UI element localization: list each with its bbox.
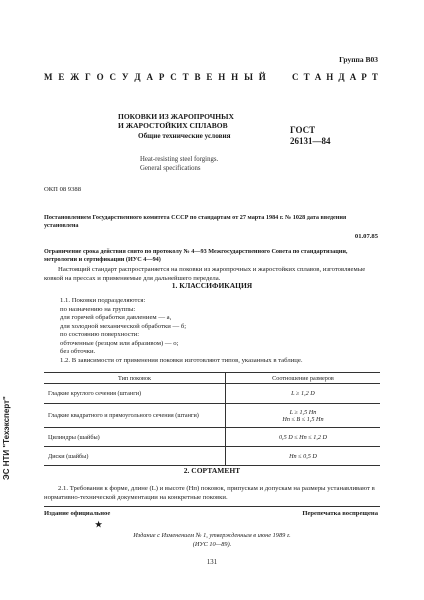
table-row — [44, 428, 380, 447]
section-1-heading: 1. КЛАССИФИКАЦИЯ — [171, 281, 253, 290]
gost-label: ГОСТ — [290, 125, 316, 135]
english-title-line-2: General specifications — [140, 165, 201, 173]
banner-letter: Е — [206, 72, 213, 82]
list-item: 1.1. Поковки подразделяются: — [60, 297, 146, 304]
document-subtitle: Общие технические условия — [138, 132, 231, 140]
table-cell: Hп ≤ 0,5 D — [225, 447, 380, 466]
classification-list — [60, 297, 303, 365]
list-item: для горячей обработки давлением — а, — [60, 314, 172, 321]
banner-letter: У — [121, 72, 129, 82]
section-2-heading: 2. СОРТАМЕНТ — [183, 466, 241, 475]
table-cell: 0,5 D ≤ Hп ≤ 1,2 D — [225, 428, 380, 447]
list-item: по состоянию поверхности: — [60, 331, 140, 338]
table-cell: Диски (шайбы) — [44, 447, 225, 466]
banner-letter: С — [170, 72, 177, 82]
list-item: 1.2. В зависимости от применения поковки изготовляют типов, указанных в таблице. — [60, 356, 303, 364]
banner-letter: Т — [182, 72, 189, 82]
side-stamp: ЭС НТИ "Техэксперт" — [2, 396, 11, 480]
banner-letter: Г — [85, 72, 91, 82]
star-icon: ★ — [95, 520, 103, 529]
title-line-1: ПОКОВКИ ИЗ ЖАРОПРОЧНЫХ — [118, 112, 234, 121]
scope-paragraph: Настоящий стандарт распространяется на поковки из жаропрочных и жаростойких сплавов, изготовляемые ковкой на прессах и применяемые для дальнейшего передела. — [44, 266, 366, 283]
banner-letter: А — [146, 72, 153, 82]
ratio-line: Hп ≤ B ≤ 1,5 Hп — [282, 415, 324, 423]
banner-letter: Д — [338, 72, 345, 82]
okp-code: ОКП 08 9388 — [44, 186, 81, 193]
reprint-prohibited-label: Перепечатка воспрещена — [302, 510, 378, 517]
banner-letter: Н — [231, 72, 239, 82]
banner-letter: О — [96, 72, 104, 82]
banner-letter: Р — [361, 72, 367, 82]
banner-letter: А — [349, 72, 357, 82]
banner-letter: М — [44, 72, 53, 82]
table-row — [44, 384, 380, 404]
table-cell: Цилиндры (шайбы) — [44, 428, 225, 447]
paragraph-2-1: 2.1. Требования к форме, длине (L) и высоте (Hп) поковок, припускам и допускам на размеры устанавливают в нормативно-технической документации на конкретные поковки. — [44, 485, 375, 502]
banner-letter: Д — [134, 72, 141, 82]
table-header-row — [44, 373, 380, 384]
banner-letter: А — [314, 72, 322, 82]
banner-word-standard — [292, 72, 378, 82]
title-line-2: И ЖАРОСТОЙКИХ СПЛАВОВ — [118, 120, 228, 130]
banner-letter: Е — [58, 72, 65, 82]
gost-designation — [290, 125, 331, 147]
gost-number: 26131—84 — [290, 135, 331, 146]
decree-statement: Постановлением Государственного комитета СССР по стандартам от 27 марта 1984 г. № 1028 дата введения установлена — [44, 214, 347, 230]
interstate-standard-banner — [44, 72, 378, 82]
table-cell: Гладкие квадратного и прямоугольного сечения (штанги) — [44, 404, 225, 428]
table-row — [44, 404, 380, 428]
group-code: Группа В03 — [339, 55, 378, 64]
effective-date: 01.07.85 — [354, 233, 378, 240]
limitation-statement: Ограничение срока действия снято по протоколу № 4—93 Межгосударственного Совета по стандартизации, метрологии и сертификации (ИУС 4—94) — [44, 248, 348, 264]
banner-letter: Ж — [70, 72, 80, 82]
table-header: Тип поковок — [44, 373, 225, 384]
table-cell: Гладкие круглого сечения (штанги) — [44, 384, 225, 404]
ratio-line: L ≥ 1,5 Hп — [289, 408, 317, 416]
banner-letter: Ы — [244, 72, 253, 82]
english-title-line-1: Heat-resisting steel forgings. — [140, 156, 219, 163]
amendment-note — [0, 532, 424, 549]
banner-letter: Т — [303, 72, 310, 82]
list-item: без обточки. — [60, 348, 96, 355]
official-edition-label: Издание официальное — [44, 510, 111, 517]
banner-letter: С — [109, 72, 117, 82]
list-item: обточенные (резцом или абразивом) — о; — [60, 339, 179, 347]
table-cell: L ≥ 1,2 D — [225, 384, 380, 404]
table-header: Соотношение размеров — [225, 373, 380, 384]
forging-types-table — [44, 372, 380, 466]
amendment-line-1: Издание с Изменением № 1, утвержденным в июне 1989 г. — [133, 532, 291, 539]
table-cell — [225, 404, 380, 428]
footer-divider — [44, 506, 380, 507]
banner-letter: Р — [158, 72, 165, 82]
banner-letter: Й — [258, 72, 266, 82]
table-row — [44, 447, 380, 466]
banner-letter: С — [292, 72, 299, 82]
page-number: 131 — [206, 559, 218, 566]
list-item: по назначению на группы: — [60, 305, 136, 313]
banner-letter: Т — [371, 72, 378, 82]
banner-word-interstate — [44, 72, 266, 82]
banner-letter: В — [194, 72, 201, 82]
english-title — [140, 155, 218, 173]
document-title — [118, 113, 234, 130]
list-item: для холодной механической обработки — б; — [60, 322, 187, 330]
banner-letter: Н — [218, 72, 226, 82]
banner-letter: Н — [326, 72, 334, 82]
amendment-line-2: (ИУС 10—89). — [192, 540, 232, 548]
